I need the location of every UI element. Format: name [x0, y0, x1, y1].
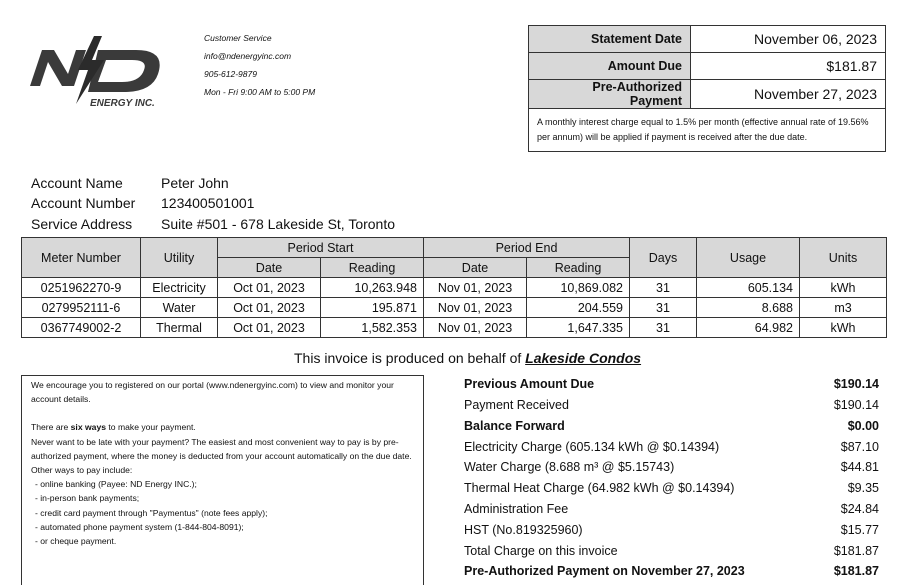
col-utility: Utility	[141, 238, 218, 278]
charge-value: $190.14	[833, 377, 879, 391]
charge-value: $24.84	[840, 502, 879, 516]
col-start-date: Date	[218, 258, 321, 278]
statement-date-value: November 06, 2023	[691, 26, 886, 53]
meter-number: 0279952111-6	[22, 298, 141, 318]
end-reading: 204.559	[527, 298, 630, 318]
portal-message: We encourage you to registered on our portal (www.ndenergyinc.com) to view and monitor your account details.	[31, 380, 394, 405]
utility: Electricity	[141, 278, 218, 298]
charge-value: $190.14	[833, 398, 879, 412]
charge-label: Water Charge (8.688 m³ @ $5.15743)	[464, 460, 675, 474]
usage: 8.688	[697, 298, 800, 318]
end-reading: 1,647.335	[527, 318, 630, 338]
days: 31	[630, 278, 697, 298]
preauth-message: Never want to be late with your payment? The easiest and most convenient way to pay is by pre-authorized payment, where the money is deducted from your account automatically on the due date.	[31, 436, 412, 461]
start-date: Oct 01, 2023	[218, 298, 321, 318]
end-date: Nov 01, 2023	[424, 318, 527, 338]
charge-value: $15.77	[840, 523, 879, 537]
charge-label: Total Charge on this invoice	[464, 544, 618, 558]
statement-summary	[528, 25, 886, 152]
days: 31	[630, 318, 697, 338]
account-name-value: Peter John	[161, 175, 229, 191]
charge-value: $181.87	[833, 564, 879, 578]
units: kWh	[800, 318, 887, 338]
preauth-value: November 27, 2023	[691, 80, 886, 109]
amount-due-label: Amount Due	[529, 53, 691, 80]
contact-hours: Mon - Fri 9:00 AM to 5:00 PM	[204, 87, 316, 97]
start-date: Oct 01, 2023	[218, 278, 321, 298]
list-item: - automated phone payment system (1-844-804-8091);	[35, 521, 244, 532]
list-item: - or cheque payment.	[35, 536, 117, 547]
col-units: Units	[800, 238, 887, 278]
end-date: Nov 01, 2023	[424, 278, 527, 298]
end-date: Nov 01, 2023	[424, 298, 527, 318]
charge-value: $87.10	[840, 440, 879, 454]
contact-email[interactable]: info@ndenergyinc.com	[204, 51, 292, 61]
list-item: - in-person bank payments;	[35, 493, 140, 504]
start-reading: 10,263.948	[321, 278, 424, 298]
payment-ways-line: There are six ways to make your payment.	[31, 422, 196, 433]
charge-label: HST (No.819325960)	[464, 523, 583, 537]
col-period-end: Period End	[424, 238, 630, 258]
usage: 64.982	[697, 318, 800, 338]
end-reading: 10,869.082	[527, 278, 630, 298]
meter-number: 0367749002-2	[22, 318, 141, 338]
col-start-reading: Reading	[321, 258, 424, 278]
col-usage: Usage	[697, 238, 800, 278]
table-row	[22, 278, 887, 298]
col-period-start: Period Start	[218, 238, 424, 258]
contact-heading: Customer Service	[204, 33, 272, 43]
start-date: Oct 01, 2023	[218, 318, 321, 338]
units: kWh	[800, 278, 887, 298]
col-end-reading: Reading	[527, 258, 630, 278]
interest-note: A monthly interest charge equal to 1.5% per month (effective annual rate of 19.56% per annum) will be applied if payment is received after the due date.	[529, 109, 886, 152]
amount-due-value: $181.87	[691, 53, 886, 80]
account-number-label: Account Number	[31, 195, 136, 211]
usage: 605.134	[697, 278, 800, 298]
preauth-label: Pre-Authorized Payment	[529, 80, 691, 109]
list-item: - online banking (Payee: ND Energy INC.);	[35, 479, 197, 490]
logo-tagline: ENERGY INC.	[90, 98, 155, 109]
list-item: - credit card payment through "Paymentus" (note fees apply);	[35, 507, 268, 518]
col-days: Days	[630, 238, 697, 278]
utility: Thermal	[141, 318, 218, 338]
charge-value: $0.00	[847, 419, 879, 433]
meter-table	[21, 237, 887, 338]
charge-label: Previous Amount Due	[464, 377, 595, 391]
behalf-prefix: This invoice is produced on behalf of	[294, 350, 526, 366]
col-end-date: Date	[424, 258, 527, 278]
start-reading: 1,582.353	[321, 318, 424, 338]
contact-phone[interactable]: 905-612-9879	[204, 69, 257, 79]
service-address-value: Suite #501 - 678 Lakeside St, Toronto	[161, 216, 396, 232]
charge-value: $181.87	[833, 544, 879, 558]
units: m3	[800, 298, 887, 318]
start-reading: 195.871	[321, 298, 424, 318]
statement-date-label: Statement Date	[529, 26, 691, 53]
table-row	[22, 298, 887, 318]
col-meter-number: Meter Number	[22, 238, 141, 278]
service-address-label: Service Address	[31, 216, 133, 232]
other-ways-heading: Other ways to pay include:	[31, 465, 133, 476]
charge-label: Administration Fee	[464, 502, 569, 516]
meter-number: 0251962270-9	[22, 278, 141, 298]
nd-energy-logo	[28, 30, 173, 112]
charge-label: Pre-Authorized Payment on November 27, 2023	[464, 564, 745, 578]
charge-label: Balance Forward	[464, 419, 565, 433]
behalf-company: Lakeside Condos	[525, 350, 642, 366]
utility: Water	[141, 298, 218, 318]
charge-label: Electricity Charge (605.134 kWh @ $0.14394)	[464, 440, 720, 454]
charge-value: $9.35	[847, 481, 879, 495]
days: 31	[630, 298, 697, 318]
table-row	[22, 318, 887, 338]
account-number-value: 123400501001	[161, 195, 255, 211]
charge-label: Payment Received	[464, 398, 569, 412]
charge-value: $44.81	[840, 460, 879, 474]
charge-label: Thermal Heat Charge (64.982 kWh @ $0.14394)	[464, 481, 735, 495]
payment-info-box	[21, 375, 424, 585]
account-name-label: Account Name	[31, 175, 123, 191]
